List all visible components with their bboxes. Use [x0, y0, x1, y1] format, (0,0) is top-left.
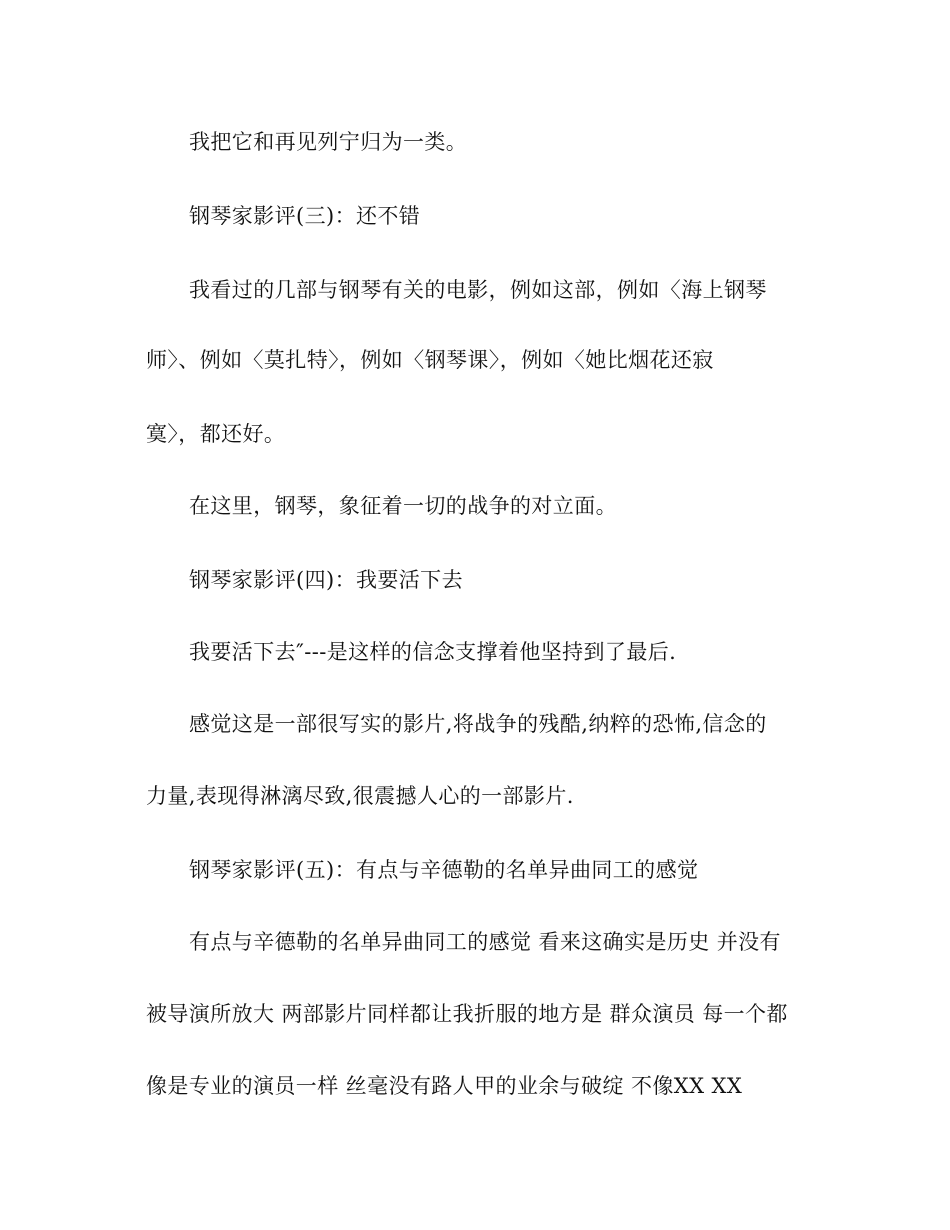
section-heading: 钢琴家影评(五)：有点与辛德勒的名单异曲同工的感觉	[189, 858, 699, 882]
section-heading: 钢琴家影评(三)：还不错	[189, 204, 421, 228]
paragraph-line: 寞〉，都还好。	[146, 422, 286, 446]
paragraph-line: 像是专业的演员一样 丝毫没有路人甲的业余与破绽 不像XX XX	[146, 1074, 743, 1098]
paragraph-line: 我把它和再见列宁归为一类。	[189, 130, 468, 154]
paragraph-line: 我看过的几部与钢琴有关的电影，例如这部，例如〈海上钢琴	[189, 278, 767, 302]
paragraph-line: 有点与辛德勒的名单异曲同工的感觉 看来这确实是历史 并没有	[189, 930, 781, 954]
paragraph-line: 力量,表现得淋漓尽致,很震撼人心的一部影片.	[146, 784, 574, 808]
paragraph-line: 我要活下去″---是这样的信念支撑着他坚持到了最后.	[189, 640, 677, 664]
paragraph-line: 感觉这是一部很写实的影片,将战争的残酷,纳粹的恐怖,信念的	[189, 712, 767, 736]
paragraph-line: 被导演所放大 两部影片同样都让我折服的地方是 群众演员 每一个都	[146, 1002, 788, 1026]
paragraph-line: 师〉、例如〈莫扎特〉，例如〈钢琴课〉，例如〈她比烟花还寂	[146, 348, 714, 372]
section-heading: 钢琴家影评(四)：我要活下去	[189, 568, 463, 592]
paragraph-line: 在这里，钢琴，象征着一切的战争的对立面。	[189, 494, 617, 518]
